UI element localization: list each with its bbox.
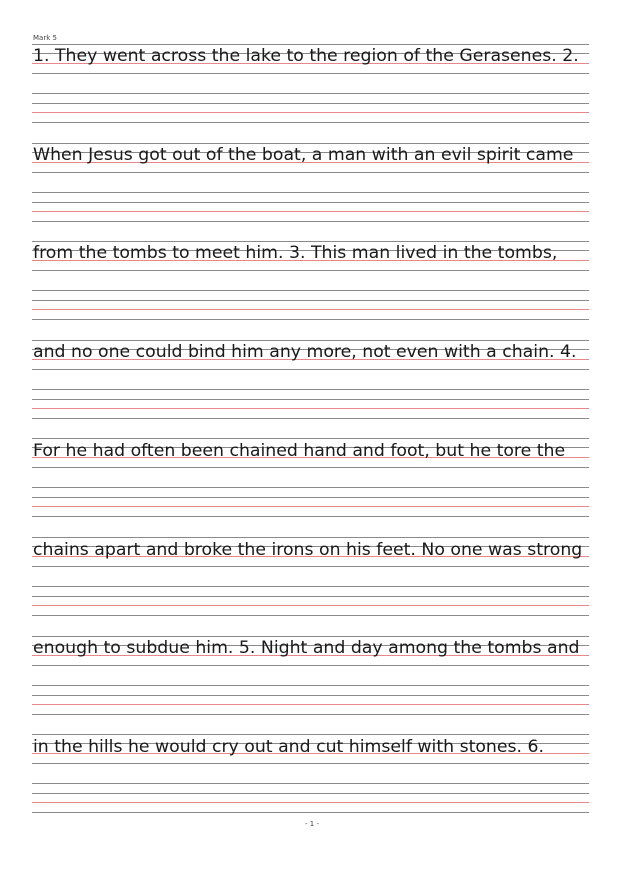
text-line-2: When Jesus got out of the boat, a man with an evil spirit came bbox=[33, 145, 574, 165]
page-number: - 1 - bbox=[305, 820, 319, 828]
text-line-3: from the tombs to meet him. 3. This man lived in the tombs, bbox=[33, 243, 558, 263]
text-line-4: and no one could bind him any more, not even with a chain. 4. bbox=[33, 342, 577, 362]
chapter-header: Mark 5 bbox=[33, 34, 57, 42]
text-line-5: For he had often been chained hand and foot, but he tore the bbox=[33, 441, 566, 461]
text-line-7: enough to subdue him. 5. Night and day among the tombs and bbox=[33, 638, 580, 658]
text-line-1: 1. They went across the lake to the region of the Gerasenes. 2. bbox=[33, 46, 579, 66]
text-line-8: in the hills he would cry out and cut himself with stones. 6. bbox=[33, 737, 544, 757]
text-line-6: chains apart and broke the irons on his feet. No one was strong bbox=[33, 540, 583, 560]
